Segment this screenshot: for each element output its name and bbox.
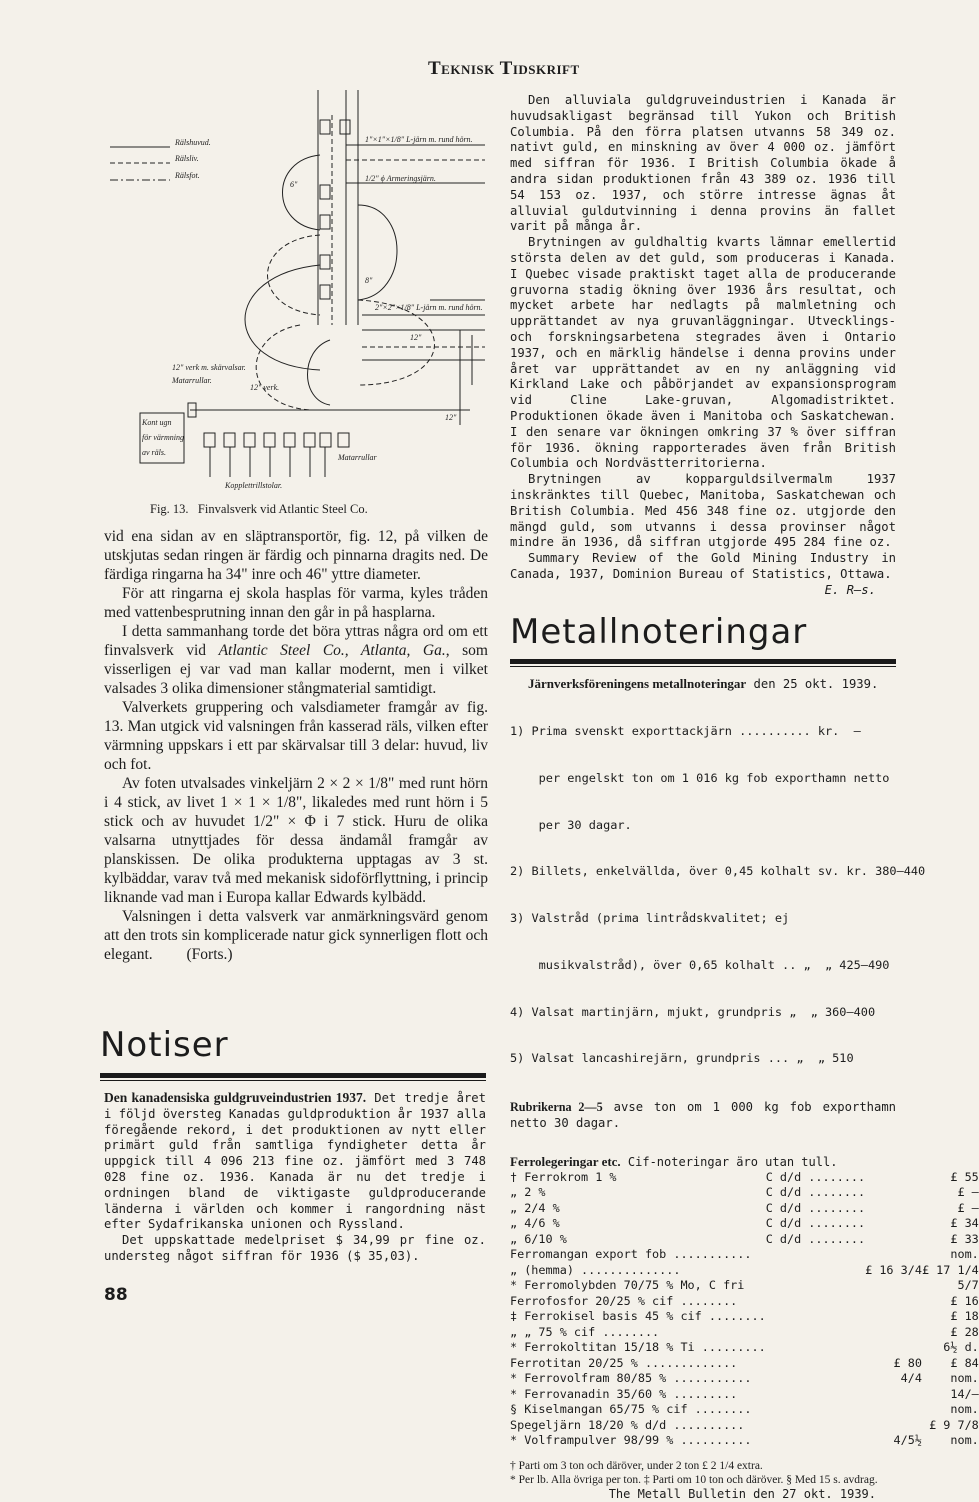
label-angle-2: 2"×2"×1/8" L-järn m. rund hörn. xyxy=(375,303,483,312)
label-dim-8: 8" xyxy=(365,276,373,285)
table-cell: § Kiselmangan 65/75 % cif ........ xyxy=(510,1402,752,1417)
metall-body xyxy=(510,676,979,1502)
paragraph xyxy=(104,1090,486,1233)
table-row xyxy=(510,1232,979,1248)
table-cell: £ 18 xyxy=(950,1309,979,1324)
price-list xyxy=(510,693,926,1098)
text-span: Cif-noteringar äro utan tull. xyxy=(620,1154,838,1169)
label-ugn-3: av räls. xyxy=(142,448,166,457)
table-cell: £ 17 1/4 xyxy=(921,1262,979,1277)
table-row xyxy=(510,1356,979,1372)
subheading: Rubrikerna 2—5 xyxy=(510,1100,603,1115)
table-cell: 6½ d. xyxy=(943,1340,979,1355)
footnote: † Parti om 3 ton och däröver, under 2 ton £ 2 1/4 extra. xyxy=(510,1459,763,1472)
table-cell: nom. xyxy=(950,1371,979,1386)
paragraph: Brytningen av guldhaltig kvarts lämnar emellertid största delen av det guld, som produceras i Kanada. I Quebec visade praktiskt taget alla de producerande gruvorna stadig ökning över 1936 års resultat, och mycket arbete har nedlagts på malmletning och upprättandet av nya gruvanläggningar. Utvecklings- och forskningsarbetena stegrades även i Ontario 1937, och en märklig händelse i denna provins under året var upprättandet av en ny anläggning vid Kirkland Lake och påbörjandet av expansionsprogram vid Cline Lake-gruvan, Algomadistriktet. Produktionen ökade även i Manitoba och Saskatchewan. I den senare var ökningen omkring 37 % över siffran för 1936. ökning rapporterades även från British Columbia och Nordvästterritorierna. xyxy=(510,235,896,471)
table-cell: * Ferrovolfram 80/85 % ........... xyxy=(510,1371,752,1386)
section-title-notiser: Notiser xyxy=(100,1025,229,1065)
label-dim-12a: 12" xyxy=(410,333,422,342)
label-ugn-2: för värmning xyxy=(142,433,184,442)
list-item: 5) Valsat lancashirejärn, grundpris ... „ „ 510 xyxy=(510,1051,854,1066)
table-cell: ‡ Ferrokisel basis 45 % cif ........ xyxy=(510,1309,766,1324)
table-cell xyxy=(865,1387,922,1403)
list-item: 3) Valstråd (prima lintrådskvalitet; ej xyxy=(510,911,790,926)
table-cell: 5/7 xyxy=(957,1278,979,1293)
text-span: avse ton om 1 000 kg fob exporthamn netto 30 dagar. xyxy=(510,1100,897,1131)
table-cell xyxy=(865,1309,922,1325)
legend-rail-head: Rälshuvud. xyxy=(175,138,211,147)
paragraph xyxy=(104,907,488,964)
table-row xyxy=(510,1216,979,1232)
table-cell xyxy=(766,1418,865,1434)
label-ugn-1: Kont ugn xyxy=(142,418,172,427)
ferro-heading xyxy=(510,1154,896,1170)
paragraph: Valverkets gruppering och valsdiameter framgår av fig. 13. Man utgick vid valsningen från kasserad räls, vilken efter värmning uppskars i ett par skärvalsar till 3 delar: huvud, liv och fot. xyxy=(104,699,488,773)
table-cell xyxy=(766,1356,865,1372)
table-cell xyxy=(865,1247,922,1263)
text-span: , som visserligen ej var vad man kallar modernt, men i vilket valsades 3 olika dimensioner stångmaterial samtidigt. xyxy=(104,642,488,697)
table-cell xyxy=(766,1263,865,1279)
table-cell xyxy=(766,1294,865,1310)
table-cell: 4/4 xyxy=(900,1371,922,1386)
paragraph: Den alluviala guldgruveindustrien i Kanada är huvudsakligast begränsad till Yukon och British Columbia. På den förra platsen utvanns 58 349 oz. nativt guld, en minskning av över 4 000 oz. jämfört med siffran för 1936. I British Columbia ökade å andra sidan produktionen från 43 389 oz. 1936 till 54 153 oz. 1937, och större intresse ägnas åt alluvial guldutvinning i denna provins än fallet varit på många år. xyxy=(510,93,896,234)
figure-13 xyxy=(100,85,510,515)
label-dim-6: 6" xyxy=(290,180,298,189)
table-row xyxy=(510,1418,979,1434)
table-cell xyxy=(766,1247,865,1263)
table-cell: „ 2 % xyxy=(510,1185,546,1200)
table-row xyxy=(510,1340,979,1356)
label-dim-12b: 12" xyxy=(445,413,457,422)
table-cell xyxy=(865,1278,922,1294)
company-name: Atlantic Steel Co., Atlanta, Ga. xyxy=(218,642,446,659)
table-cell: „ 4/6 % xyxy=(510,1216,560,1231)
label-verk-12: 12" verk. xyxy=(250,383,280,392)
table-cell xyxy=(865,1170,922,1186)
table-cell: * Ferrokoltitan 15/18 % Ti ......... xyxy=(510,1340,766,1355)
table-cell: £ — xyxy=(957,1185,979,1200)
section-title-metallnoteringar: Metallnoteringar xyxy=(510,612,808,652)
table-cell xyxy=(865,1185,922,1201)
signature: E. R—s. xyxy=(824,582,876,597)
notiser-body xyxy=(104,1090,486,1265)
paragraph: Det uppskattade medelpriset $ 34,99 pr fine oz. understeg något siffran för 1936 ($ 35,03). xyxy=(104,1233,486,1263)
paragraph: Summary Review of the Gold Mining Industry in Canada, 1937, Dominion Bureau of Statistics, Ottawa. xyxy=(510,551,896,581)
page-number: 88 xyxy=(104,1285,128,1305)
table-cell: £ 34 xyxy=(950,1216,979,1231)
subheading: Ferrolegeringar etc. xyxy=(510,1153,621,1169)
section-rule xyxy=(100,1073,486,1078)
table-cell: C d/d ........ xyxy=(765,1200,866,1215)
table-cell: £ 28 xyxy=(950,1324,979,1339)
table-cell xyxy=(865,1294,922,1310)
table-cell: nom. xyxy=(950,1402,979,1417)
table-cell: 4/5½ xyxy=(893,1433,922,1448)
table-cell xyxy=(865,1325,922,1341)
table-cell: £ 80 xyxy=(893,1355,922,1370)
table-row xyxy=(510,1309,979,1325)
table-cell: * Ferromolybden 70/75 % Mo, C fri xyxy=(510,1278,745,1293)
table-cell xyxy=(766,1340,865,1356)
text-span: Det tredje året i följd översteg Kanadas guldproduktion år 1937 alla föregående rekord, i det produktionen av nytt eller primärt guld från samtliga fyndigheter detta år uppgick till 4 096 213 fine oz. jämfört med 3 748 028 fine oz. 1936. Kanada är nu det tredje i ordningen bland de viktigaste guldproducerande länderna i världen och kommer i rangordning näst efter Sydafrikanska unionen och Ryssland. xyxy=(104,1091,486,1232)
table-row xyxy=(510,1402,979,1418)
table-cell: Ferromangan export fob ........... xyxy=(510,1247,752,1262)
label-top-angle: 1"×1"×1/8" L-järn m. rund hörn. xyxy=(365,135,473,144)
continued-note: (Forts.) xyxy=(186,946,233,963)
table-cell xyxy=(865,1402,922,1418)
label-kopplettrillstolar: Kopplettrillstolar. xyxy=(225,481,283,490)
paragraph: Av foten utvalsades vinkeljärn 2 × 2 × 1/8" med runt hörn i 4 stick, av livet 1 × 1 × 1/8", likaledes med runt hörn i 5 stick och av huvudet 1/2" × Φ i 7 stick. Huru de olika valsarna utnyttjades för dessa ändamål framgår av planskissen. De olika produkterna upptagas av 3 st. kylbäddar, varav två med mekanisk sidoförflyttning, i princip liknande vad man i Europa kallar Edwards kylbädd. xyxy=(104,775,488,906)
list-item: 4) Valsat martinjärn, mjukt, grundpris „ „ 360—400 xyxy=(510,1004,876,1019)
table-cell: Ferrotitan 20/25 % ............. xyxy=(510,1355,738,1370)
table-cell xyxy=(766,1325,865,1341)
table-cell xyxy=(766,1402,865,1418)
section-rule xyxy=(510,659,896,664)
left-column xyxy=(104,527,488,964)
list-item: per engelskt ton om 1 016 kg fob exporthamn netto xyxy=(510,770,890,785)
table-cell xyxy=(766,1371,865,1387)
footnote: * Per lb. Alla övriga per ton. ‡ Parti om 10 ton och däröver. § Med 15 s. avdrag. xyxy=(510,1473,878,1486)
table-cell: £ — xyxy=(957,1200,979,1215)
paragraph xyxy=(510,1100,896,1132)
label-armering: 1/2" ϕ Armeringsjärn. xyxy=(365,174,436,183)
table-cell: „ 2/4 % xyxy=(510,1200,560,1215)
legend-rail-web: Rälsliv. xyxy=(175,154,199,163)
source-line: The Metall Bulletin den 27 okt. 1939. xyxy=(608,1486,876,1501)
list-item: 1) Prima svenskt exporttackjärn .......... kr. — xyxy=(510,723,861,738)
table-row xyxy=(510,1263,979,1279)
label-verk-skarvalsar: 12" verk m. skärvalsar. xyxy=(172,363,246,372)
table-cell: „ (hemma) .............. xyxy=(510,1262,681,1277)
figure-caption: Fig. 13. Finvalsverk vid Atlantic Steel Co. xyxy=(150,502,368,516)
table-cell xyxy=(766,1309,865,1325)
text-span: I detta sammanhang torde det böra yttras några ord om ett finvalsverk vid xyxy=(104,623,488,659)
paragraph: vid ena sidan av en släptransportör, fig. 12, på vilken de utskjutas sedan ringen är färdig och pinnarna dragits ned. De färdiga ringarna ha 34" inre och 46" yttre diameter. xyxy=(104,528,488,583)
rolling-mill-diagram xyxy=(100,85,510,515)
table-cell: „ 6/10 % xyxy=(510,1231,567,1246)
section-rule xyxy=(510,666,896,667)
table-cell: nom. xyxy=(950,1247,979,1262)
table-cell xyxy=(766,1433,865,1449)
table-row xyxy=(510,1201,979,1217)
table-cell: C d/d ........ xyxy=(765,1185,866,1200)
section-rule xyxy=(100,1080,486,1081)
legend-rail-foot: Rälsfot. xyxy=(175,171,200,180)
table-cell: Spegeljärn 18/20 % d/d .......... xyxy=(510,1417,745,1432)
journal-title: Teknisk Tidskrift xyxy=(428,58,580,79)
table-cell: 14/— xyxy=(950,1386,979,1401)
table-cell xyxy=(865,1201,922,1217)
table-row xyxy=(510,1185,979,1201)
table-cell: £ 16 3/4 xyxy=(865,1262,922,1277)
list-item: per 30 dagar. xyxy=(510,817,632,832)
table-cell: £ 84 xyxy=(950,1355,979,1370)
table-cell xyxy=(865,1232,922,1248)
table-row xyxy=(510,1433,979,1449)
table-cell: C d/d ........ xyxy=(765,1216,866,1231)
table-row xyxy=(510,1387,979,1403)
ferro-table xyxy=(510,1170,979,1449)
text-span: Valsningen i detta valsverk var anmärkningsvärd genom att den trots sin komplicerade natur gick synnerligen flott och elegant. xyxy=(104,908,488,963)
list-item: musikvalstråd), över 0,65 kolhalt .. „ „ 425—490 xyxy=(510,957,890,972)
table-cell xyxy=(865,1340,922,1356)
right-column xyxy=(510,93,896,599)
table-cell: nom. xyxy=(950,1433,979,1448)
table-cell: Ferrofosfor 20/25 % cif ........ xyxy=(510,1293,738,1308)
label-matarrullar: Matarrullar. xyxy=(172,376,212,385)
table-row xyxy=(510,1294,979,1310)
table-cell: £ 9 7/8 xyxy=(929,1417,979,1432)
table-cell: £ 16 xyxy=(950,1293,979,1308)
table-row xyxy=(510,1170,979,1186)
text-span: den 25 okt. 1939. xyxy=(746,677,879,691)
paragraph: Brytningen av kopparguldsilvermalm 1937 inskränktes till Quebec, Manitoba, Saskatchewan och British Columbia. Med 456 348 fine oz. utgjorde den mängd guld, som utvanns i dessa provinser något mindre än 1936, då siffran utgjorde 495 284 fine oz. xyxy=(510,472,896,550)
table-cell: C d/d ........ xyxy=(765,1231,866,1246)
paragraph xyxy=(510,676,896,693)
table-cell: † Ferrokrom 1 % xyxy=(510,1169,617,1184)
table-row xyxy=(510,1371,979,1387)
table-row xyxy=(510,1247,979,1263)
table-cell: C d/d ........ xyxy=(765,1169,866,1184)
paragraph xyxy=(104,622,488,698)
table-row xyxy=(510,1278,979,1294)
table-row xyxy=(510,1325,979,1341)
label-matarrullar-2: Matarrullar xyxy=(338,453,377,462)
list-item: 2) Billets, enkelvällda, över 0,45 kolhalt sv. kr. 380—440 xyxy=(510,864,926,879)
subheading: Järnverksföreningens metallnoteringar xyxy=(528,676,747,691)
table-cell: * Volframpulver 98/99 % .......... xyxy=(510,1433,752,1448)
paragraph: För att ringarna ej skola hasplas för varma, kyles tråden med vattenbesprutning innan den går in på hasplarna. xyxy=(104,585,488,621)
table-cell: * Ferrovanadin 35/60 % ......... xyxy=(510,1386,738,1401)
table-cell: „ „ 75 % cif ........ xyxy=(510,1324,660,1339)
article-heading: Den kanadensiska guldgruveindustrien 1937. xyxy=(104,1090,367,1105)
table-cell xyxy=(865,1418,922,1434)
table-cell: £ 33 xyxy=(950,1231,979,1246)
table-cell xyxy=(766,1387,865,1403)
table-cell xyxy=(865,1216,922,1232)
table-cell: £ 55 xyxy=(950,1169,979,1184)
table-cell xyxy=(766,1278,865,1294)
